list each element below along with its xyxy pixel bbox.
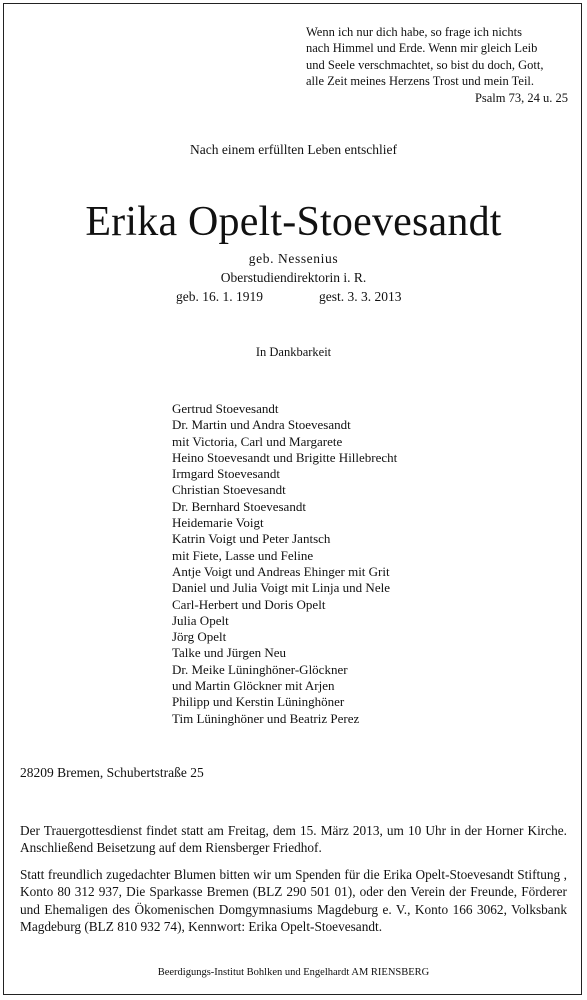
funeral-home: Beerdigungs-Institut Bohlken und Engelhardt AM RIENSBERG: [157, 967, 430, 978]
professional-title: Oberstudiendirektorin i. R.: [220, 270, 367, 285]
mourner-entry: Daniel und Julia Voigt mit Linja und Nele: [172, 580, 390, 596]
mourner-entry: Carl-Herbert und Doris Opelt: [172, 596, 326, 612]
mourner-entry: Tim Lüninghöner und Beatriz Perez: [172, 710, 360, 726]
psalm-reference: Psalm 73, 24 u. 25: [474, 90, 568, 105]
mourner-entry: Philipp und Kerstin Lüninghöner: [172, 694, 345, 710]
mourner-entry: Dr. Martin und Andra Stoevesandt: [172, 417, 351, 433]
birth-date: geb. 16. 1. 1919: [176, 289, 263, 304]
mourner-entry: Dr. Meike Lüninghöner-Glöckner: [172, 661, 348, 677]
deceased-name: Erika Opelt-Stoevesandt: [85, 199, 502, 245]
psalm-line: alle Zeit meines Herzens Trost und mein Teil.: [306, 74, 535, 89]
birth-name: geb. Nessenius: [248, 251, 339, 266]
psalm-line: nach Himmel und Erde. Wenn mir gleich Leib: [306, 41, 538, 56]
mourner-entry: Jörg Opelt: [172, 629, 227, 645]
mourner-entry: Antje Voigt und Andreas Ehinger mit Grit: [172, 563, 390, 579]
thanks-line: In Dankbarkeit: [255, 345, 332, 359]
mourners-list: [172, 401, 397, 727]
mourner-entry: Heino Stoevesandt und Brigitte Hillebrecht: [172, 449, 398, 465]
family-address: 28209 Bremen, Schubertstraße 25: [20, 765, 204, 780]
intro-line: Nach einem erfüllten Leben entschlief: [190, 142, 397, 157]
service-information: Der Trauergottesdienst findet statt am Freitag, dem 15. März 2013, um 10 Uhr in der Horner Kirche. Anschließend Beisetzung auf dem Riensberger Friedhof.: [20, 823, 567, 856]
mourner-entry: Julia Opelt: [172, 612, 229, 628]
psalm-quote: [306, 24, 568, 106]
donation-information: Statt freundlich zugedachter Blumen bitten wir um Spenden für die Erika Opelt-Stoevesandt Stiftung , Konto 80 312 937, Die Sparkasse Bremen (BLZ 290 501 01), oder den Verein der Freunde, Förderer und Ehemaligen des Ökomenischen Domgymnasiums Magdeburg e. V., Konto 166 3062, Volksbank Magdeburg (BLZ 810 932 74), Kennwort: Erika Opelt-Stoevesandt.: [20, 867, 567, 934]
mourner-entry: Gertrud Stoevesandt: [172, 401, 279, 416]
psalm-line: Wenn ich nur dich habe, so frage ich nichts: [306, 25, 522, 39]
mourner-entry: Christian Stoevesandt: [172, 482, 286, 498]
mourner-entry: und Martin Glöckner mit Arjen: [172, 678, 335, 694]
mourner-entry: Talke und Jürgen Neu: [172, 645, 287, 661]
mourner-entry: Heidemarie Voigt: [172, 515, 264, 531]
mourner-entry: Dr. Bernhard Stoevesandt: [172, 498, 306, 514]
psalm-line: und Seele verschmachtet, so bist du doch, Gott,: [306, 57, 544, 72]
mourner-entry: Katrin Voigt und Peter Jantsch: [172, 531, 331, 547]
mourner-entry: Irmgard Stoevesandt: [172, 466, 280, 482]
death-date: gest. 3. 3. 2013: [319, 289, 402, 304]
mourner-entry: mit Fiete, Lasse und Feline: [172, 547, 314, 563]
mourner-entry: mit Victoria, Carl und Margarete: [172, 433, 343, 449]
